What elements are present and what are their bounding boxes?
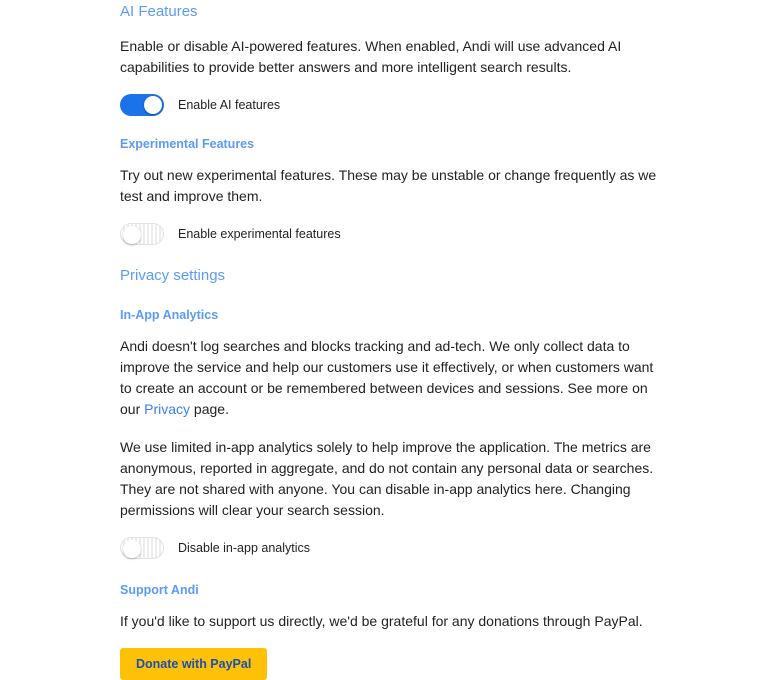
ai-features-heading: AI Features: [120, 3, 198, 20]
enable-experimental-features-label: Enable experimental features: [178, 227, 341, 241]
toggle-knob-icon: [123, 540, 141, 558]
disable-in-app-analytics-toggle[interactable]: [120, 537, 164, 559]
experimental-features-description: Try out new experimental features. These may be unstable or change frequently as we test and improve them.: [120, 167, 657, 204]
experimental-features-toggle-row[interactable]: [120, 223, 660, 245]
disable-in-app-analytics-label: Disable in-app analytics: [178, 541, 311, 555]
donate-button-wrapper: [120, 648, 660, 680]
ai-features-description: Enable or disable AI-powered features. When enabled, Andi will use advanced AI capabilities to provide better answers and more intelligent search results.: [120, 38, 622, 75]
toggle-knob-icon: [144, 96, 162, 114]
support-andi-heading: Support Andi: [120, 583, 199, 597]
enable-ai-features-toggle[interactable]: [120, 94, 164, 116]
toggle-knob-icon: [123, 226, 141, 244]
privacy-policy-link[interactable]: Privacy: [144, 401, 191, 417]
settings-page: [0, 2, 780, 671]
privacy-paragraph-1-text-before: Andi doesn't log searches and blocks tracking and ad-tech. We only collect data to improve the service and help our customers use it effectively, or when customers want to create an account or be remembered between devices and sessions. See more on our: [120, 338, 654, 417]
support-andi-description: If you'd like to support us directly, we'd be grateful for any donations through PayPal.: [120, 613, 643, 629]
ai-features-toggle-row[interactable]: [120, 94, 660, 116]
settings-content: [0, 2, 660, 680]
disable-analytics-toggle-row[interactable]: [120, 537, 660, 559]
donate-with-paypal-button[interactable]: Donate with PayPal: [120, 648, 267, 680]
enable-experimental-features-toggle[interactable]: [120, 223, 164, 245]
privacy-paragraph-1-text-after: page.: [190, 401, 229, 417]
privacy-paragraph-2: We use limited in-app analytics solely to help improve the application. The metrics are anonymous, reported in aggregate, and do not contain any personal data or searches. They are not shared with anyone. You can disable in-app analytics here. Changing permissions will clear your search session.: [120, 439, 654, 518]
enable-ai-features-label: Enable AI features: [178, 98, 281, 112]
in-app-analytics-heading: In-App Analytics: [120, 308, 219, 322]
experimental-features-heading: Experimental Features: [120, 137, 255, 151]
privacy-paragraph-1: [120, 336, 660, 420]
privacy-settings-heading: Privacy settings: [120, 267, 226, 284]
